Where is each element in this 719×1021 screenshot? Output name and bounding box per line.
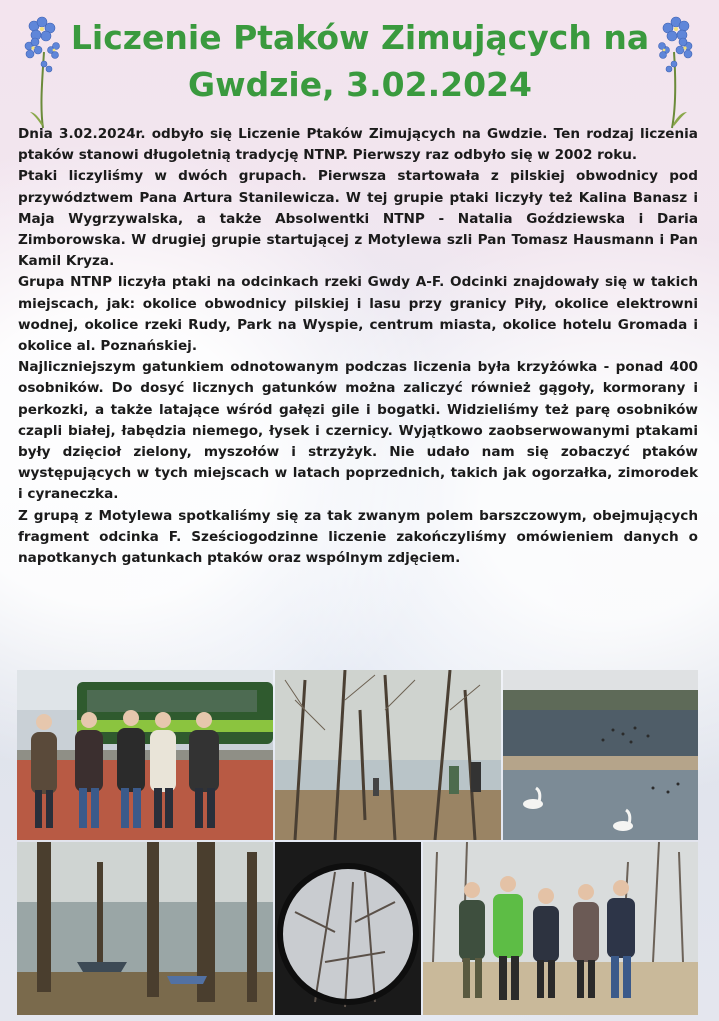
photo-river-swans [503,670,698,840]
photo-collage [17,670,698,1015]
page-title: Liczenie Ptaków Zimujących na Gwdzie, 3.02.2024 [70,18,650,104]
paragraph: Z grupą z Motylewa spotkaliśmy się za tak zwanym polem barszczowym, obejmujących fragment odcinka F. Sześciogodzinne liczenie zakończyliśmy omówieniem danych o napotkanych gatunkach ptaków oraz wspólnym zdjęciem. [18,507,698,567]
photo-group-with-bus [17,670,273,840]
forget-me-not-flower-icon [654,12,698,130]
photo-forest-river [17,842,273,1015]
photo-riverbank-people [275,670,501,840]
paragraph: Ptaki liczyliśmy w dwóch grupach. Pierwsza startowała z pilskiej obwodnicy pod przywództwem Pana Artura Stanilewicza. W tej grupie ptaki liczyły też Kalina Banasz i Maja Wygrzywalska, a także Absolwentki NTNP - Natalia Goździewska i Daria Zimborowska. W drugiej grupie startującej z Motylewa szli Pan Tomasz Hausmann i Pan Kamil Kryza. [18,168,698,270]
forget-me-not-flower-icon [20,12,64,130]
paragraph: Grupa NTNP liczyła ptaki na odcinkach rzeki Gwdy A-F. Odcinki znajdowały się w takich miejscach, jak: okolice obwodnicy pilskiej i lasu przy granicy Piły, okolice elektrowni wodnej, okolice rzeki Rudy, Park na Wyspie, centrum miasta, okolice hotelu Gromada i okolice al. Poznańskiej. [18,274,698,355]
paragraph: Dnia 3.02.2024r. odbyło się Liczenie Ptaków Zimujących na Gwdzie. Ten rodzaj liczenia ptaków stanowi długoletnią tradycję NTNP. Pierwszy raz odbyło się w 2002 roku. [18,126,698,164]
article-body [18,124,698,569]
photo-group-forest [423,842,698,1015]
photo-binocular-view [275,842,421,1015]
paragraph: Najliczniejszym gatunkiem odnotowanym podczas liczenia była krzyżówka - ponad 400 osobników. Do dosyć licznych gatunków można zaliczyć również gągoły, kormorany i perkozki, a także latające wśród gałęzi gile i bogatki. Widzieliśmy też parę osobników czapli białej, łabędzia niemego, łysek i czernicy. Wyjątkowo zaobserwowanymi ptakami były dzięcioł zielony, myszołów i strzyżyk. Nie udało nam się zobaczyć ptaków występujących w tych miejscach w latach poprzednich, takich jak ogorzałka, zimorodek i cyraneczka. [18,359,698,503]
